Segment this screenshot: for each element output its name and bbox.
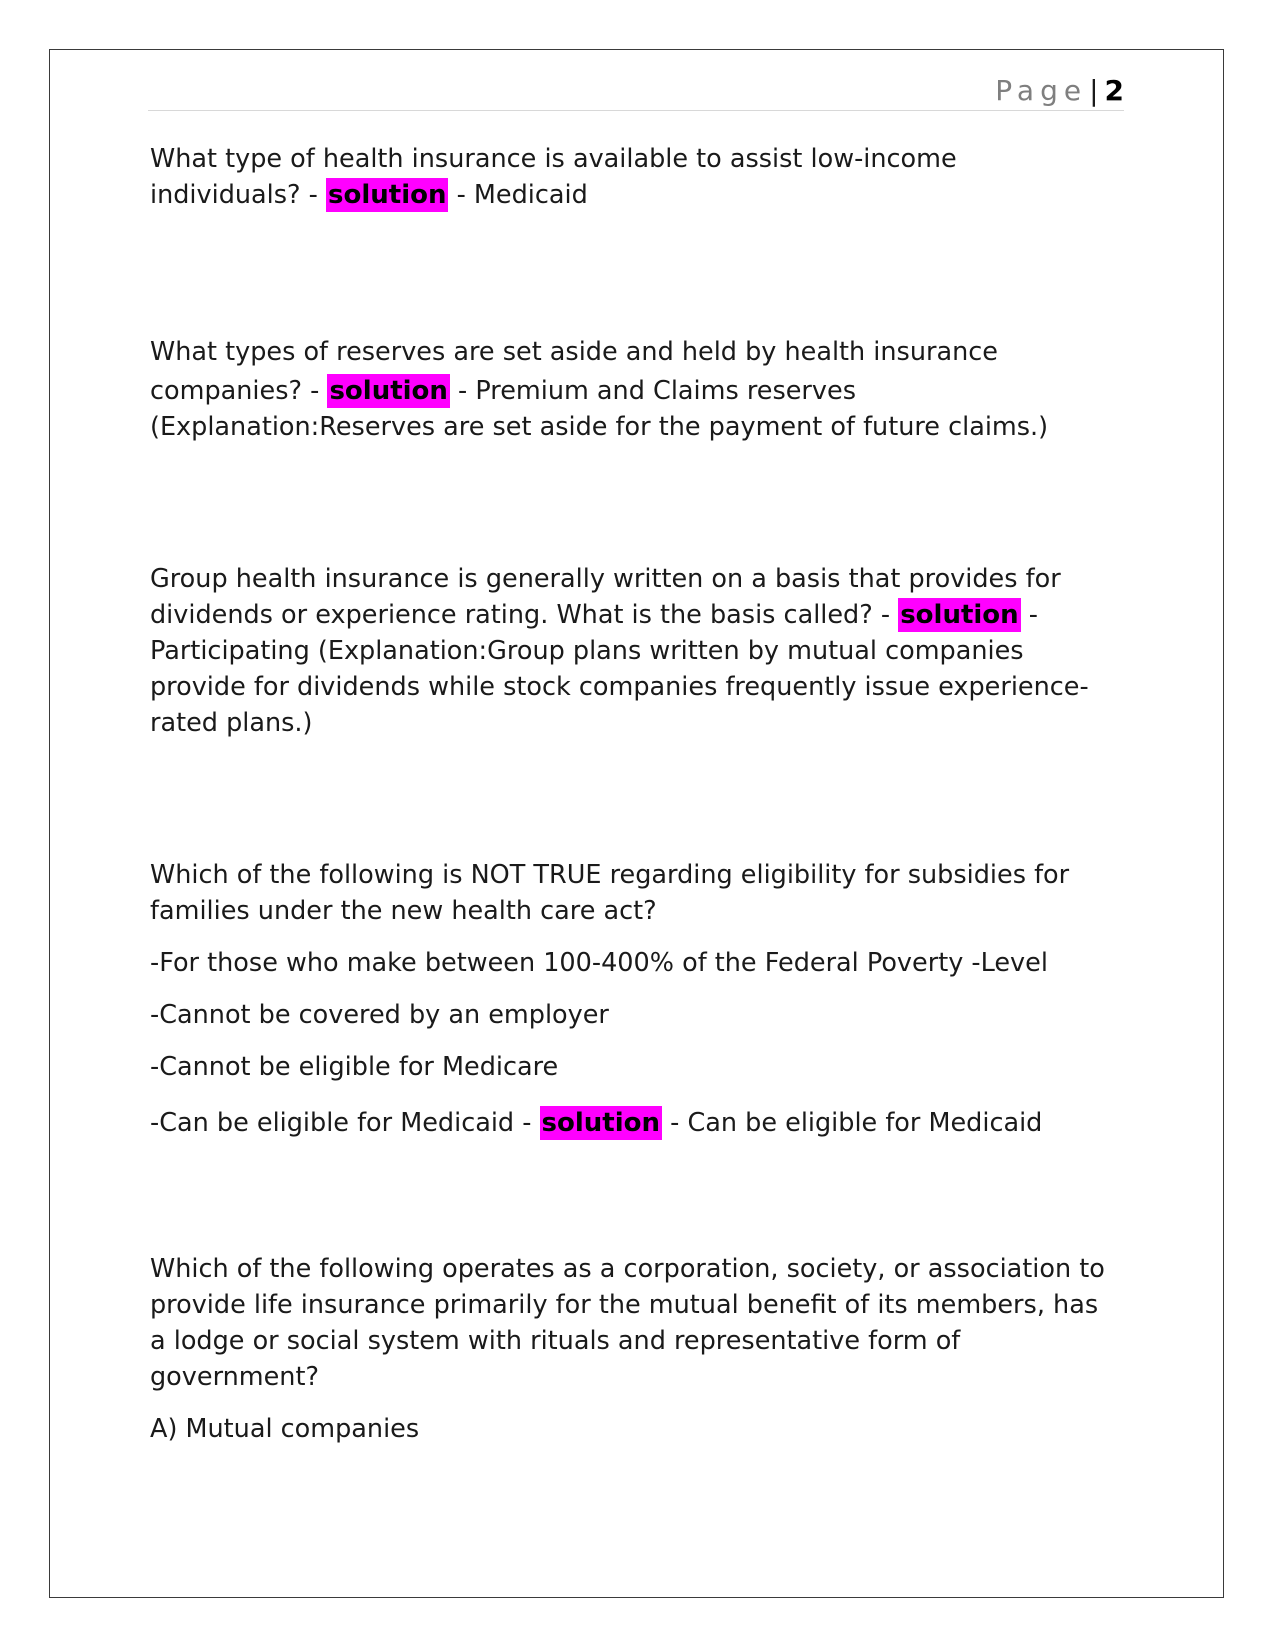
page-separator: | bbox=[1089, 74, 1099, 107]
option-a: A) Mutual companies bbox=[150, 1414, 420, 1444]
question-3-text bbox=[150, 561, 1100, 741]
answer-3-text: - Participating (Explanation:Group plans written by mutual companies provide for dividends while stock companies frequently issue experience-rated plans.) bbox=[150, 600, 1089, 738]
question-3-prefix: Group health insurance is generally written on a basis that provides for dividends or experience rating. What is the basis called? - bbox=[150, 564, 1061, 630]
option-item: -Cannot be eligible for Medicare bbox=[150, 1052, 559, 1082]
answer-4-text: - Can be eligible for Medicaid bbox=[670, 1108, 1043, 1138]
page-header bbox=[148, 74, 1124, 111]
question-2-prefix: companies? - bbox=[150, 376, 320, 406]
page-label: Page bbox=[995, 74, 1088, 107]
question-text bbox=[150, 141, 1110, 213]
solution-highlight: solution bbox=[329, 376, 448, 406]
option-item: -Cannot be covered by an employer bbox=[150, 1000, 609, 1030]
question-block-2 bbox=[150, 334, 1110, 445]
answer-2-text: - Premium and Claims reserves bbox=[458, 376, 856, 406]
option-4-prefix: -Can be eligible for Medicaid - bbox=[150, 1108, 532, 1138]
question-2-line1: What types of reserves are set aside and held by health insurance bbox=[150, 337, 998, 367]
option-item: -For those who make between 100-400% of the Federal Poverty -Level bbox=[150, 948, 1048, 978]
question-block-1 bbox=[150, 141, 1110, 213]
question-block-3 bbox=[150, 561, 1100, 741]
solution-highlight: solution bbox=[328, 180, 447, 210]
answer-1-text: - Medicaid bbox=[456, 180, 588, 210]
question-4-text: Which of the following is NOT TRUE regarding eligibility for subsidies for families under the new health care act? bbox=[150, 860, 1070, 926]
question-2-line2 bbox=[150, 373, 1110, 409]
explanation-2-text: (Explanation:Reserves are set aside for the payment of future claims.) bbox=[150, 412, 1049, 442]
question-block-5 bbox=[150, 1251, 1110, 1447]
question-5-text: Which of the following operates as a corporation, society, or association to provide life insurance primarily for the mutual benefit of its members, has a lodge or social system with rituals and representative form of government? bbox=[150, 1254, 1105, 1392]
question-block-4 bbox=[150, 857, 1110, 1141]
solution-highlight: solution bbox=[900, 600, 1019, 630]
question-1-text: What type of health insurance is available to assist low-income individuals? - bbox=[150, 144, 957, 210]
option-item-last bbox=[150, 1105, 1110, 1141]
page-number: 2 bbox=[1104, 74, 1124, 107]
solution-highlight: solution bbox=[541, 1108, 661, 1138]
